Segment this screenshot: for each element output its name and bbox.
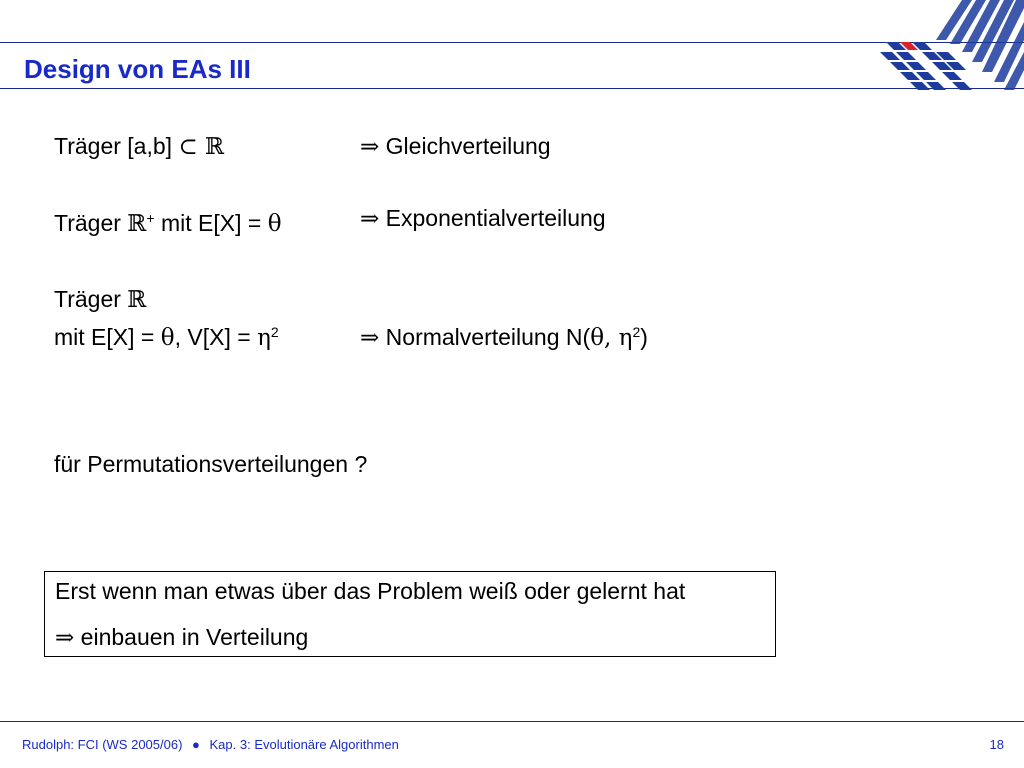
slide-title: Design von EAs III bbox=[24, 54, 251, 84]
note-box bbox=[44, 571, 776, 657]
row2-left-math: ℝ bbox=[127, 211, 147, 237]
support-interval-row bbox=[54, 132, 224, 161]
footer-chapter: Kap. 3: Evolutionäre Algorithmen bbox=[209, 737, 399, 752]
header-rule-bottom bbox=[0, 88, 1024, 89]
row3-left-math: ℝ bbox=[127, 287, 147, 313]
support-positive-row bbox=[54, 204, 282, 238]
implies-arrow-icon: ⇒ bbox=[360, 325, 380, 351]
note-line-2-text: einbauen in Verteilung bbox=[74, 624, 309, 650]
university-logo bbox=[876, 0, 1024, 92]
exponential-distribution-result bbox=[360, 204, 606, 233]
row2-right-text: Exponentialverteilung bbox=[379, 205, 606, 231]
page-number: 18 bbox=[989, 737, 1004, 752]
implies-arrow-icon: ⇒ bbox=[360, 206, 380, 232]
footer-left bbox=[22, 737, 399, 752]
bullet-icon: ● bbox=[192, 737, 200, 752]
row2-left-text2: mit E[X] = bbox=[154, 210, 268, 236]
implies-arrow-icon: ⇒ bbox=[55, 625, 75, 651]
permutation-question: für Permutationsverteilungen ? bbox=[54, 451, 368, 477]
row4-right-close: ) bbox=[640, 324, 648, 350]
footer-author: Rudolph: FCI (WS 2005/06) bbox=[22, 737, 183, 752]
header-rule bbox=[0, 42, 1024, 43]
note-line-2 bbox=[55, 624, 308, 651]
row1-left-text: Träger [a,b] bbox=[54, 133, 179, 159]
row2-left-math2: θ bbox=[267, 211, 282, 237]
row4-left-math: θ bbox=[160, 325, 175, 351]
row4-left-text: mit E[X] = bbox=[54, 324, 161, 350]
row4-left-math2: η bbox=[257, 325, 271, 351]
uniform-distribution-result bbox=[360, 132, 551, 161]
normal-distribution-result bbox=[360, 318, 648, 352]
support-real-row bbox=[54, 285, 146, 314]
row3-left-text: Träger bbox=[54, 286, 128, 312]
row4-left-sup: 2 bbox=[270, 324, 279, 340]
row2-left-sup: + bbox=[146, 210, 155, 226]
row4-right-math: θ, η bbox=[590, 325, 633, 351]
row2-left-text: Träger bbox=[54, 210, 128, 236]
note-line-1: Erst wenn man etwas über das Problem weiß oder gelernt hat bbox=[55, 578, 686, 604]
row4-left-text2: , V[X] = bbox=[174, 324, 258, 350]
row4-right-sup: 2 bbox=[632, 324, 641, 340]
row1-right-text: Gleichverteilung bbox=[379, 133, 551, 159]
row4-right-text: Normalverteilung N( bbox=[379, 324, 591, 350]
implies-arrow-icon: ⇒ bbox=[360, 134, 380, 160]
footer-rule bbox=[0, 721, 1024, 722]
row1-left-math: ⊂ ℝ bbox=[178, 134, 225, 160]
moments-row bbox=[54, 318, 279, 352]
